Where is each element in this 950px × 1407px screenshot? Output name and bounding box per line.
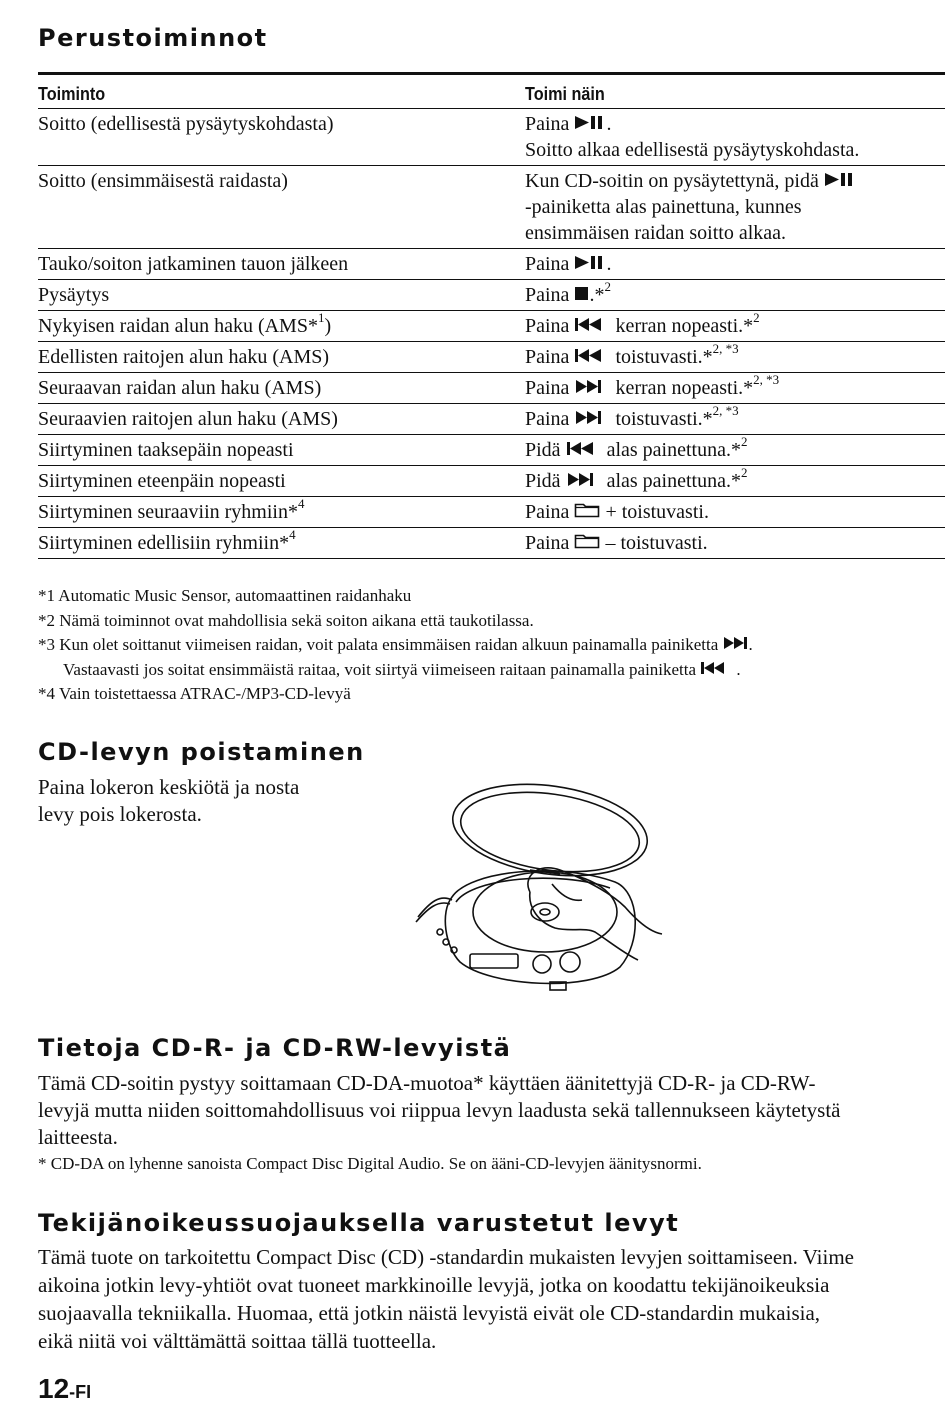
footnote-ref: 2, *3 bbox=[712, 403, 739, 419]
footnote-ref: 1 bbox=[317, 310, 325, 326]
cd-r-rw-line-3: laitteesta. bbox=[38, 1125, 118, 1149]
footnote-ref: 2 bbox=[740, 434, 748, 450]
table-row bbox=[38, 466, 945, 497]
how-text: Paina bbox=[525, 377, 575, 399]
action-text: Edellisten raitojen alun haku (AMS) bbox=[38, 346, 330, 368]
how-cell bbox=[525, 249, 945, 280]
how-cell bbox=[525, 166, 945, 249]
copy-protected-text bbox=[38, 1243, 945, 1355]
footnotes bbox=[38, 584, 945, 707]
next-icon bbox=[566, 472, 602, 487]
action-cell bbox=[38, 109, 525, 166]
action-text: Siirtyminen edellisiin ryhmiin* bbox=[38, 532, 290, 554]
table-row bbox=[38, 528, 945, 559]
action-cell bbox=[38, 466, 525, 497]
next-icon bbox=[574, 379, 610, 394]
action-cell bbox=[38, 166, 525, 249]
how-text: .* bbox=[589, 284, 605, 306]
footnote-3a-end: . bbox=[748, 635, 753, 654]
cd-removal-line-2: levy pois lokerosta. bbox=[38, 802, 202, 826]
section-title-copy-protected: Tekijänoikeussuojauksella varustetut levyt bbox=[38, 1209, 680, 1237]
footnote-ref: 2 bbox=[604, 279, 611, 295]
how-cell bbox=[525, 528, 945, 559]
footnote-4: *4 Vain toistettaessa ATRAC-/MP3-CD-levyä bbox=[38, 684, 351, 703]
how-text: alas painettuna.* bbox=[601, 470, 741, 492]
footnote-1: *1 Automatic Music Sensor, automaattinen raidanhaku bbox=[38, 586, 412, 605]
prev-icon bbox=[566, 441, 602, 456]
header-how: Toimi näin bbox=[525, 74, 903, 109]
how-text: . bbox=[606, 113, 612, 135]
how-text: . bbox=[606, 253, 612, 275]
prev-icon bbox=[574, 348, 610, 363]
how-text: toistuvasti.* bbox=[610, 346, 713, 368]
footnote-2: *2 Nämä toiminnot ovat mahdollisia sekä soiton aikana että taukotilassa. bbox=[38, 610, 534, 630]
operations-table bbox=[38, 72, 945, 559]
action-cell bbox=[38, 249, 525, 280]
how-text: kerran nopeasti.* bbox=[610, 377, 754, 399]
how-text: Paina bbox=[525, 113, 575, 135]
folder-icon bbox=[574, 532, 600, 549]
cd-da-note: * CD-DA on lyhenne sanoista Compact Disc Digital Audio. Se on ääni-CD-levyjen äänitysnormi. bbox=[38, 1154, 702, 1173]
how-text: Pidä bbox=[525, 439, 566, 461]
section-title-basic-operations: Perustoiminnot bbox=[38, 24, 268, 52]
footnote-ref: 4 bbox=[297, 496, 305, 512]
section-title-cd-r-rw: Tietoja CD-R- ja CD-RW-levyistä bbox=[38, 1034, 512, 1062]
action-text: Seuraavien raitojen alun haku (AMS) bbox=[38, 408, 338, 430]
action-tail: ) bbox=[324, 315, 332, 337]
how-text: toistuvasti.* bbox=[610, 408, 713, 430]
action-cell bbox=[38, 311, 525, 342]
copy-protected-line-2: aikoina jotkin levy-yhtiöt ovat tuoneet markkinoille levyjä, jotka on koodattu tekijänoikeuksia bbox=[38, 1273, 830, 1297]
folder-icon bbox=[574, 501, 600, 518]
footnote-3a-text: *3 Kun olet soittanut viimeisen raidan, voit palata ensimmäisen raidan alkuun painamalla painiketta bbox=[38, 635, 723, 654]
table-row bbox=[38, 280, 945, 311]
action-cell bbox=[38, 528, 525, 559]
how-text: ensimmäisen raidan soitto alkaa. bbox=[525, 222, 787, 244]
action-text: Pysäytys bbox=[38, 284, 110, 306]
how-text: Paina bbox=[525, 408, 575, 430]
how-cell bbox=[525, 280, 945, 311]
how-text: Paina bbox=[525, 253, 575, 275]
action-cell bbox=[38, 404, 525, 435]
footnote-3b-end: . bbox=[736, 659, 741, 679]
how-text: Paina bbox=[525, 346, 575, 368]
action-cell bbox=[38, 373, 525, 404]
table-row bbox=[38, 497, 945, 528]
how-text: Kun CD-soitin on pysäytettynä, pidä bbox=[525, 170, 824, 192]
footnote-3a bbox=[38, 633, 945, 658]
prev-icon bbox=[700, 661, 736, 675]
header-action: Toiminto bbox=[38, 74, 476, 109]
how-text: Soitto alkaa edellisestä pysäytyskohdasta. bbox=[525, 139, 860, 161]
how-text: Paina bbox=[525, 532, 575, 554]
prev-icon bbox=[574, 317, 610, 332]
how-cell bbox=[525, 404, 945, 435]
how-text: alas painettuna.* bbox=[601, 439, 741, 461]
cd-removal-illustration bbox=[410, 782, 670, 1002]
how-cell bbox=[525, 373, 945, 404]
table-row bbox=[38, 404, 945, 435]
table-row bbox=[38, 373, 945, 404]
cd-r-rw-line-1: Tämä CD-soitin pystyy soittamaan CD-DA-muotoa* käyttäen äänitettyjä CD-R- ja CD-RW- bbox=[38, 1071, 816, 1095]
action-cell bbox=[38, 435, 525, 466]
page-number bbox=[38, 1373, 91, 1405]
cd-removal-line-1: Paina lokeron keskiötä ja nosta bbox=[38, 775, 300, 799]
table-row bbox=[38, 311, 945, 342]
how-text: Paina bbox=[525, 315, 575, 337]
how-cell bbox=[525, 311, 945, 342]
play-pause-icon bbox=[574, 115, 606, 130]
footnote-ref: 4 bbox=[289, 527, 296, 543]
how-cell bbox=[525, 109, 945, 166]
table-row bbox=[38, 166, 945, 249]
how-text: Pidä bbox=[525, 470, 566, 492]
table-row bbox=[38, 109, 945, 166]
copy-protected-line-1: Tämä tuote on tarkoitettu Compact Disc (CD) -standardin mukaisten levyjen soittamiseen. Viime bbox=[38, 1245, 854, 1269]
action-text: Tauko/soiton jatkaminen tauon jälkeen bbox=[38, 253, 349, 275]
action-text: Soitto (ensimmäisestä raidasta) bbox=[38, 170, 288, 192]
how-text: Paina bbox=[525, 501, 575, 523]
next-icon bbox=[574, 410, 610, 425]
how-cell bbox=[525, 497, 945, 528]
action-cell bbox=[38, 497, 525, 528]
how-cell bbox=[525, 435, 945, 466]
cd-r-rw-text bbox=[38, 1070, 938, 1151]
play-pause-icon bbox=[824, 172, 856, 187]
how-text: Paina bbox=[525, 284, 575, 306]
action-text: Siirtyminen eteenpäin nopeasti bbox=[38, 470, 286, 492]
how-cell bbox=[525, 342, 945, 373]
section-title-cd-removal: CD-levyn poistaminen bbox=[38, 738, 365, 766]
table-row bbox=[38, 342, 945, 373]
action-text: Siirtyminen taaksepäin nopeasti bbox=[38, 439, 294, 461]
copy-protected-line-3: suojaavalla tekniikalla. Huomaa, että jotkin näistä levyistä eivät ole CD-standardin mukaisia, bbox=[38, 1301, 821, 1325]
next-icon bbox=[723, 636, 749, 650]
copy-protected-line-4: eikä niitä voi välttämättä soittaa tällä tuotteella. bbox=[38, 1329, 437, 1353]
action-text: Seuraavan raidan alun haku (AMS) bbox=[38, 377, 322, 399]
table-row bbox=[38, 435, 945, 466]
footnote-ref: 2 bbox=[740, 465, 748, 481]
how-text: -painiketta alas painettuna, kunnes bbox=[525, 196, 802, 218]
footnote-ref: 2 bbox=[753, 310, 760, 326]
table-header-row bbox=[38, 74, 945, 109]
footnote-ref: 2, *3 bbox=[753, 372, 780, 388]
how-text: + toistuvasti. bbox=[600, 501, 709, 523]
action-cell bbox=[38, 342, 525, 373]
cd-removal-text bbox=[38, 774, 358, 828]
how-text: – toistuvasti. bbox=[600, 532, 708, 554]
footnote-3b bbox=[38, 658, 945, 683]
how-cell bbox=[525, 466, 945, 497]
action-text: Nykyisen raidan alun haku (AMS* bbox=[38, 315, 318, 337]
how-text: kerran nopeasti.* bbox=[610, 315, 754, 337]
action-cell bbox=[38, 280, 525, 311]
operations-table-body bbox=[38, 109, 945, 559]
table-row bbox=[38, 249, 945, 280]
footnote-ref: 2, *3 bbox=[712, 341, 739, 357]
page-number-suffix: -FI bbox=[69, 1382, 92, 1402]
play-pause-icon bbox=[574, 255, 606, 270]
stop-icon bbox=[574, 286, 589, 301]
page-number-value: 12 bbox=[38, 1373, 70, 1404]
action-text: Siirtyminen seuraaviin ryhmiin* bbox=[38, 501, 298, 523]
cd-r-rw-line-2: levyjä mutta niiden soittomahdollisuus voi riippua levyn laadusta sekä tallennukseen käytetystä bbox=[38, 1098, 841, 1122]
footnote-3b-text: Vastaavasti jos soitat ensimmäistä raitaa, voit siirtyä viimeiseen raitaan painamalla painiketta bbox=[63, 659, 701, 679]
action-text: Soitto (edellisestä pysäytyskohdasta) bbox=[38, 113, 334, 135]
